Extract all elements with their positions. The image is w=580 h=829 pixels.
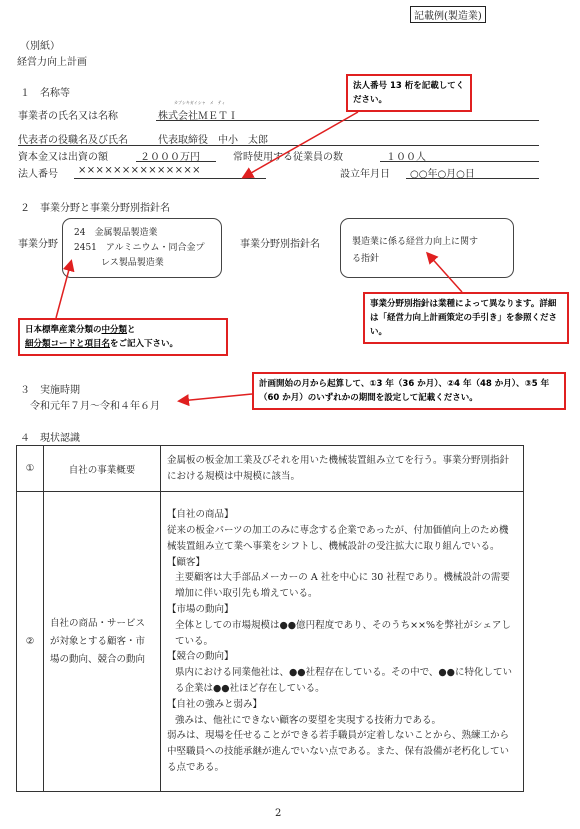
content-paragraph: 従来の板金パーツの加工のみに専念する企業であったが、付加価値向上のため機械装置組み立て業へ事業をシフトし、機械設計の受注拡大に取り組んでいる。: [167, 525, 509, 552]
company-name-value: 株式会社ＭＥＴＩ: [158, 111, 238, 122]
callout-text-underlined: 中分類: [101, 325, 128, 335]
employees-label: 常時使用する従業員の数: [233, 152, 343, 163]
content-paragraph: 強みは、他社にできない顧客の要望を実現する技術力である。: [175, 714, 442, 726]
arrow-guideline: [428, 254, 462, 292]
content-paragraph: 弱みは、現場を任せることができる若手職員が定着しないことから、熟練工から中堅職員への技能承継が進んでいない点である。また、保有設備が老朽化している点である。: [167, 730, 510, 773]
page-number: 2: [275, 808, 282, 819]
capital-label: 資本金又は出資の額: [18, 152, 108, 163]
callout-period: 計画開始の月から起算して、①3 年（36 か月）、②4 年（48 か月）、③5 年（60 か月）のいずれかの期間を設定して記載ください。: [252, 372, 566, 410]
annex-label: （別紙）: [20, 41, 60, 52]
content-heading: 【競合の動向】: [167, 651, 234, 663]
arrow-corporate-number: [244, 112, 358, 177]
row-label: 自社の事業概要: [44, 446, 161, 492]
row-number: ①: [17, 446, 44, 492]
industry-field-line: 24 金属製品製造業: [74, 228, 158, 238]
content-heading: 【顧客】: [167, 556, 206, 568]
corporate-number-value: ××××××××××××××: [78, 165, 201, 176]
row-label: 自社の商品・サービスが対象とする顧客・市場の動向、競合の動向: [44, 492, 161, 792]
content-heading: 【自社の商品】: [167, 509, 234, 521]
content-heading: 【自社の強みと弱み】: [167, 698, 263, 710]
corporate-number-label: 法人番号: [18, 169, 58, 180]
industry-field-line: レス製品製造業: [74, 258, 164, 268]
guideline-label: 事業分野別指針名: [240, 239, 320, 250]
row-number: ②: [17, 492, 44, 792]
document-type-stamp: 記載例(製造業): [410, 6, 486, 23]
industry-field-line: 2451 アルミニウム・同合金プ: [74, 243, 205, 253]
callout-corporate-number: 法人番号 13 桁を記載してください。: [346, 74, 472, 112]
employees-value: １００人: [386, 152, 426, 163]
section2-heading: ２ 事業分野と事業分野別指針名: [20, 203, 170, 214]
section3-heading: ３ 実施時期: [20, 385, 80, 396]
representative-value: 代表取締役 中小 太郎: [158, 135, 268, 146]
representative-label: 代表者の役職名及び氏名: [18, 135, 128, 146]
content-paragraph: 県内における同業他社は、●●社程存在している。その中で、●●に特化している企業は●●社ほど存在している。: [175, 667, 512, 694]
guideline-line: 製造業に係る経営力向上に関す: [352, 237, 479, 247]
content-heading: 【市場の動向】: [167, 604, 234, 615]
arrow-industry-code: [56, 262, 71, 318]
content-paragraph: 主要顧客は大手部品メーカーの A 社を中心に 30 社程であり。機械設計の需要増加に伴い取引先も増えている。: [175, 572, 510, 600]
arrow-period: [180, 394, 252, 401]
guideline-line: る指針: [352, 254, 380, 264]
callout-guideline: 事業分野別指針は業種によって異なります。詳細は「経営力向上計画策定の手引き」を参照ください。: [363, 292, 569, 344]
implementation-period: 令和元年７月～令和４年６月: [30, 401, 160, 412]
company-name-label: 事業者の氏名又は名称: [18, 111, 118, 122]
callout-text: 日本標準産業分類の: [25, 325, 102, 335]
founded-date-label: 設立年月日: [340, 169, 390, 180]
content-paragraph: 全体としての市場規模は●●億円程度であり、そのうち××%を弊社がシェアしている。: [175, 619, 511, 647]
company-name-ruby: カブシキガイシャ メ ティ: [174, 100, 226, 105]
callout-text: をご記入下さい。: [110, 339, 179, 349]
capital-value: ２０００万円: [140, 152, 200, 163]
callout-text-underlined: 細分類コードと項目名: [25, 339, 111, 349]
founded-date-value: ○○年○月○日: [410, 169, 475, 180]
section4-heading: ４ 現状認識: [20, 433, 80, 444]
industry-field-label: 事業分野: [18, 239, 58, 250]
section1-heading: １ 名称等: [20, 88, 70, 99]
callout-text: と: [127, 325, 136, 335]
content-paragraph: 金属板の板金加工業及びそれを用いた機械装置組み立てを行う。事業分野別指針における規模は中規模に該当。: [167, 454, 510, 482]
document-title: 経営力向上計画: [17, 57, 87, 68]
